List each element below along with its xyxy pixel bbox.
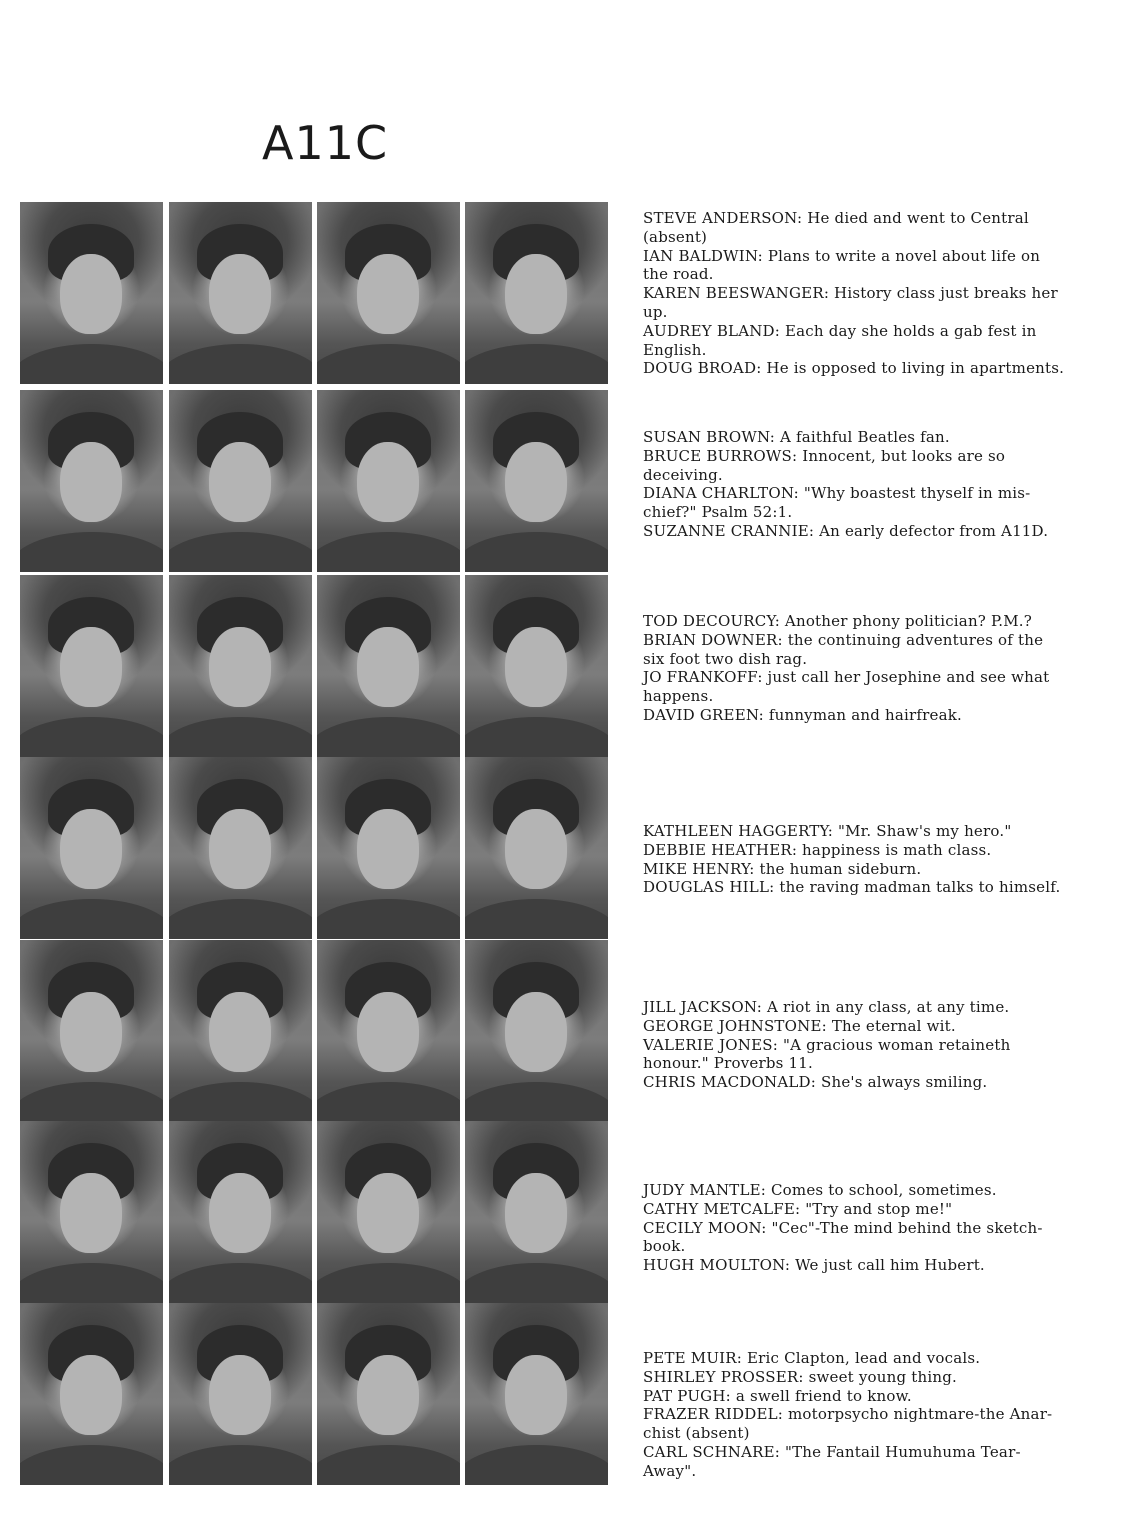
caption-line: GEORGE JOHNSTONE: The eternal wit. [643,1016,956,1035]
caption-line: book. [643,1237,686,1256]
student-portrait-photo [317,1303,460,1485]
student-portrait-photo [169,202,312,384]
page-title: A11C [262,116,389,170]
caption-line: KATHLEEN HAGGERTY: "Mr. Shaw's my hero." [643,822,1012,840]
caption-line: up. [643,302,668,321]
student-portrait-photo [169,575,312,757]
caption-line: STEVE ANDERSON: He died and went to Central [643,209,1029,227]
student-portrait-photo [169,390,312,572]
student-portrait-photo [465,1303,608,1485]
student-portrait-photo [20,757,163,939]
caption-line: JO FRANKOFF: just call her Josephine and see what [643,668,1050,687]
student-portrait-photo [465,202,608,384]
caption-line: DAVID GREEN: funnyman and hairfreak. [643,705,962,724]
student-portrait-photo [317,940,460,1122]
caption-line: KAREN BEESWANGER: History class just breaks her [643,284,1058,303]
caption-line: six foot two dish rag. [643,649,808,668]
caption-line: BRUCE BURROWS: Innocent, but looks are so [643,446,1006,465]
caption-line: happens. [643,687,714,706]
caption-line: SHIRLEY PROSSER: sweet young thing. [643,1367,957,1386]
caption-line: BRIAN DOWNER: the continuing adventures of the [643,630,1044,649]
caption-line: chief?" Psalm 52:1. [643,503,793,522]
student-portrait-photo [20,390,163,572]
student-portrait-photo [465,390,608,572]
student-portrait-photo [465,940,608,1122]
student-portrait-photo [20,1121,163,1303]
caption-line: DOUG BROAD: He is opposed to living in apartments. [643,359,1065,378]
caption-line: chist (absent) [643,1424,750,1443]
caption-block-row-6 [643,1181,1113,1275]
student-portrait-photo [317,1121,460,1303]
student-portrait-photo [169,940,312,1122]
student-portrait-photo [317,390,460,572]
caption-line: VALERIE JONES: "A gracious woman retaineth [643,1035,1011,1054]
caption-line: English. [643,340,707,359]
caption-line: PAT PUGH: a swell friend to know. [643,1386,912,1405]
caption-line: (absent) [643,227,708,246]
caption-line: MIKE HENRY: the human sideburn. [643,859,922,878]
caption-line: CHRIS MACDONALD: She's always smiling. [643,1073,988,1092]
student-portrait-photo [20,202,163,384]
caption-block-row-1 [643,209,1113,378]
student-portrait-photo [20,1303,163,1485]
student-portrait-photo [169,1121,312,1303]
caption-line: FRAZER RIDDEL: motorpsycho nightmare-the Anar- [643,1405,1053,1424]
caption-line: HUGH MOULTON: We just call him Hubert. [643,1256,985,1275]
caption-block-row-4 [643,822,1113,897]
caption-line: AUDREY BLAND: Each day she holds a gab fest in [643,321,1037,340]
student-portrait-photo [465,1121,608,1303]
student-portrait-photo [20,940,163,1122]
student-portrait-photo [317,757,460,939]
student-portrait-photo [465,575,608,757]
caption-block-row-2 [643,428,1113,541]
caption-line: deceiving. [643,465,723,484]
caption-line: SUSAN BROWN: A faithful Beatles fan. [643,428,950,446]
caption-line: JUDY MANTLE: Comes to school, sometimes. [643,1181,997,1199]
caption-line: DEBBIE HEATHER: happiness is math class. [643,840,992,859]
caption-line: TOD DECOURCY: Another phony politician? P.M.? [643,612,1033,630]
caption-line: the road. [643,265,714,284]
caption-block-row-3 [643,612,1113,725]
student-portrait-photo [169,1303,312,1485]
caption-line: JILL JACKSON: A riot in any class, at any time. [643,998,1010,1016]
student-portrait-photo [317,202,460,384]
caption-line: IAN BALDWIN: Plans to write a novel about life on [643,246,1041,265]
caption-block-row-5 [643,998,1113,1092]
caption-line: honour." Proverbs 11. [643,1054,813,1073]
student-portrait-photo [169,757,312,939]
caption-line: DIANA CHARLTON: "Why boastest thyself in mis- [643,484,1031,503]
caption-block-row-7 [643,1349,1113,1481]
caption-line: CECILY MOON: "Cec"-The mind behind the sketch- [643,1218,1043,1237]
caption-line: DOUGLAS HILL: the raving madman talks to himself. [643,878,1061,897]
caption-line: Away". [643,1461,697,1480]
caption-line: CARL SCHNARE: "The Fantail Humuhuma Tear- [643,1442,1021,1461]
caption-line: SUZANNE CRANNIE: An early defector from A11D. [643,521,1049,540]
student-portrait-photo [20,575,163,757]
student-portrait-photo [317,575,460,757]
student-portrait-photo [465,757,608,939]
caption-line: CATHY METCALFE: "Try and stop me!" [643,1199,953,1218]
caption-line: PETE MUIR: Eric Clapton, lead and vocals. [643,1349,981,1367]
